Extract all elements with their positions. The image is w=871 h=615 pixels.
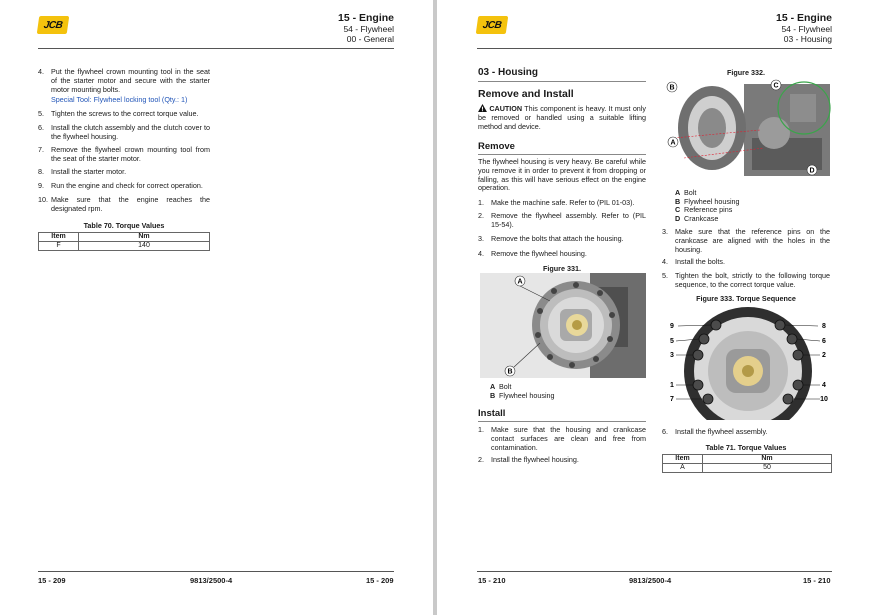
seq-10: 10 [820, 396, 828, 403]
step-number: 10. [38, 195, 48, 204]
footer-rule [38, 571, 394, 572]
step-text: Put the flywheel crown mounting tool in the seat of the starter motor and secure with the starter motor mounting bolts. [51, 67, 210, 94]
page-header [338, 12, 394, 44]
step-number: 3. [662, 227, 668, 236]
figure-332-image [664, 78, 832, 184]
section-title: 03 - Housing [478, 67, 539, 78]
page-header [776, 12, 832, 44]
step-text: Install the clutch assembly and the clutch cover to the flywheel housing. [51, 123, 210, 141]
seq-1: 1 [670, 382, 674, 389]
page-left [0, 0, 433, 615]
header-subsection: 54 - Flywheel [343, 24, 394, 34]
table-header-row [39, 233, 210, 242]
col-item: Item [39, 233, 79, 242]
seq-4: 4 [822, 382, 826, 389]
col-item: Item [663, 455, 703, 464]
step-number: 9. [38, 181, 44, 190]
footer-page-left: 15 - 209 [38, 576, 66, 585]
remove-intro: The flywheel housing is very heavy. Be careful while you remove it in order to prevent it from dropping or falling, as this will have serious effect on the engine operation. [478, 157, 646, 193]
step-text: Tighten the bolt, strictly to the following torque sequence, to the correct torque value. [675, 271, 830, 289]
footer-page-right: 15 - 210 [803, 576, 831, 585]
torque-table [662, 454, 832, 473]
caution-label: CAUTION [489, 104, 523, 113]
remove-heading: Remove [478, 141, 515, 152]
step-text: Install the starter motor. [51, 167, 127, 176]
seq-2: 2 [822, 352, 826, 359]
seq-8: 8 [822, 323, 826, 330]
callout-c: C [773, 82, 779, 90]
step-number: 2. [478, 211, 484, 220]
legend-item: A Bolt [675, 188, 697, 197]
callout-b: B [507, 368, 513, 376]
step-number: 6. [38, 123, 44, 132]
step-text: Remove the flywheel crown mounting tool from the seat of the starter motor. [51, 145, 210, 163]
seq-3: 3 [670, 352, 674, 359]
section-rule [478, 81, 646, 82]
step-text: Make the machine safe. Refer to (PIL 01-03). [491, 198, 635, 207]
step-number: 5. [662, 271, 668, 280]
figure-333-image [664, 305, 832, 420]
step-number: 4. [38, 67, 44, 76]
jcb-logo: JCB [476, 16, 509, 34]
table-row [663, 464, 832, 473]
step-text: Remove the bolts that attach the housing. [491, 234, 624, 243]
cell-item: A [663, 464, 703, 473]
table-row [39, 242, 210, 251]
figure-331-legend [490, 383, 555, 400]
col-nm: Nm [79, 233, 210, 242]
callout-b: B [669, 84, 675, 92]
legend-item: D Crankcase [675, 213, 719, 223]
step-text: Make sure that the engine reaches the designated rpm. [51, 195, 210, 213]
legend-item: A Bolt [490, 382, 512, 391]
figure-332-caption: Figure 332. [727, 68, 765, 77]
table-caption: Table 70. Torque Values [83, 221, 165, 230]
header-rule [38, 48, 394, 49]
footer-page-left: 15 - 210 [478, 576, 506, 585]
footer-doc-number: 9813/2500-4 [190, 576, 233, 585]
footer-doc-number: 9813/2500-4 [629, 576, 672, 585]
callout-a: A [517, 278, 523, 286]
legend-item: B Flywheel housing [490, 390, 555, 400]
caution-block [478, 104, 646, 131]
flywheel-housing-illustration [480, 273, 646, 378]
cell-nm: 50 [703, 464, 832, 473]
step-text: Remove the flywheel assembly. Refer to (PIL 15-54). [491, 211, 646, 229]
header-topic: 03 - Housing [783, 34, 832, 44]
section-rule [478, 154, 646, 155]
step-text: Make sure that the reference pins on the crankcase are aligned with the holes in the housing. [675, 227, 830, 254]
table-caption: Table 71. Torque Values [705, 443, 787, 452]
step-text: Make sure that the housing and crankcase contact surfaces are clean and free from contamination. [491, 425, 646, 452]
section-rule [478, 421, 646, 422]
seq-9: 9 [670, 323, 674, 330]
step-number: 4. [478, 249, 484, 258]
footer-rule [477, 571, 832, 572]
seq-6: 6 [822, 338, 826, 345]
step-number: 3. [478, 234, 484, 243]
figure-331-image [480, 273, 646, 378]
seq-7: 7 [670, 396, 674, 403]
step-number: 2. [478, 455, 484, 464]
step-text: Install the flywheel assembly. [675, 427, 768, 436]
warning-triangle-icon [478, 104, 487, 112]
header-subsection: 54 - Flywheel [781, 24, 832, 34]
torque-table [38, 232, 210, 251]
special-tool-link[interactable]: Special Tool: Flywheel locking tool (Qty.: 1) [51, 95, 188, 104]
caution-text: This component is heavy. It must only be removed or handled using a suitable lifting method and device. [478, 104, 646, 131]
step-number: 6. [662, 427, 668, 436]
cell-item: F [39, 242, 79, 251]
header-section: 15 - Engine [775, 12, 832, 24]
step-number: 1. [478, 425, 484, 434]
torque-sequence-diagram [664, 305, 832, 420]
legend-item: B Flywheel housing [675, 196, 740, 206]
legend-item: C Reference pins [675, 205, 733, 215]
step-number: 7. [38, 145, 44, 154]
jcb-logo: JCB [37, 16, 70, 34]
cell-nm: 140 [79, 242, 210, 251]
step-text: Tighten the screws to the correct torque value. [51, 109, 199, 118]
header-rule [477, 48, 832, 49]
col-nm: Nm [703, 455, 832, 464]
page-right [437, 0, 871, 615]
housing-alignment-illustration [664, 78, 832, 184]
table-header-row [663, 455, 832, 464]
step-text: Install the flywheel housing. [491, 455, 579, 464]
step-text: Install the bolts. [675, 257, 725, 266]
callout-a: A [670, 139, 676, 147]
header-section: 15 - Engine [337, 12, 394, 24]
step-number: 1. [478, 198, 484, 207]
step-text: Remove the flywheel housing. [491, 249, 587, 258]
figure-333-caption: Figure 333. Torque Sequence [696, 294, 796, 303]
figure-331-caption: Figure 331. [543, 264, 581, 273]
figure-332-legend [675, 189, 740, 223]
step-number: 8. [38, 167, 44, 176]
step-number: 4. [662, 257, 668, 266]
install-heading: Install [478, 408, 506, 419]
step-number: 5. [38, 109, 44, 118]
callout-d: D [809, 167, 815, 175]
seq-5: 5 [670, 338, 674, 345]
procedure-heading: Remove and Install [478, 88, 574, 100]
footer-page-right: 15 - 209 [366, 576, 394, 585]
header-topic: 00 - General [346, 34, 394, 44]
step-text: Run the engine and check for correct operation. [51, 181, 203, 190]
